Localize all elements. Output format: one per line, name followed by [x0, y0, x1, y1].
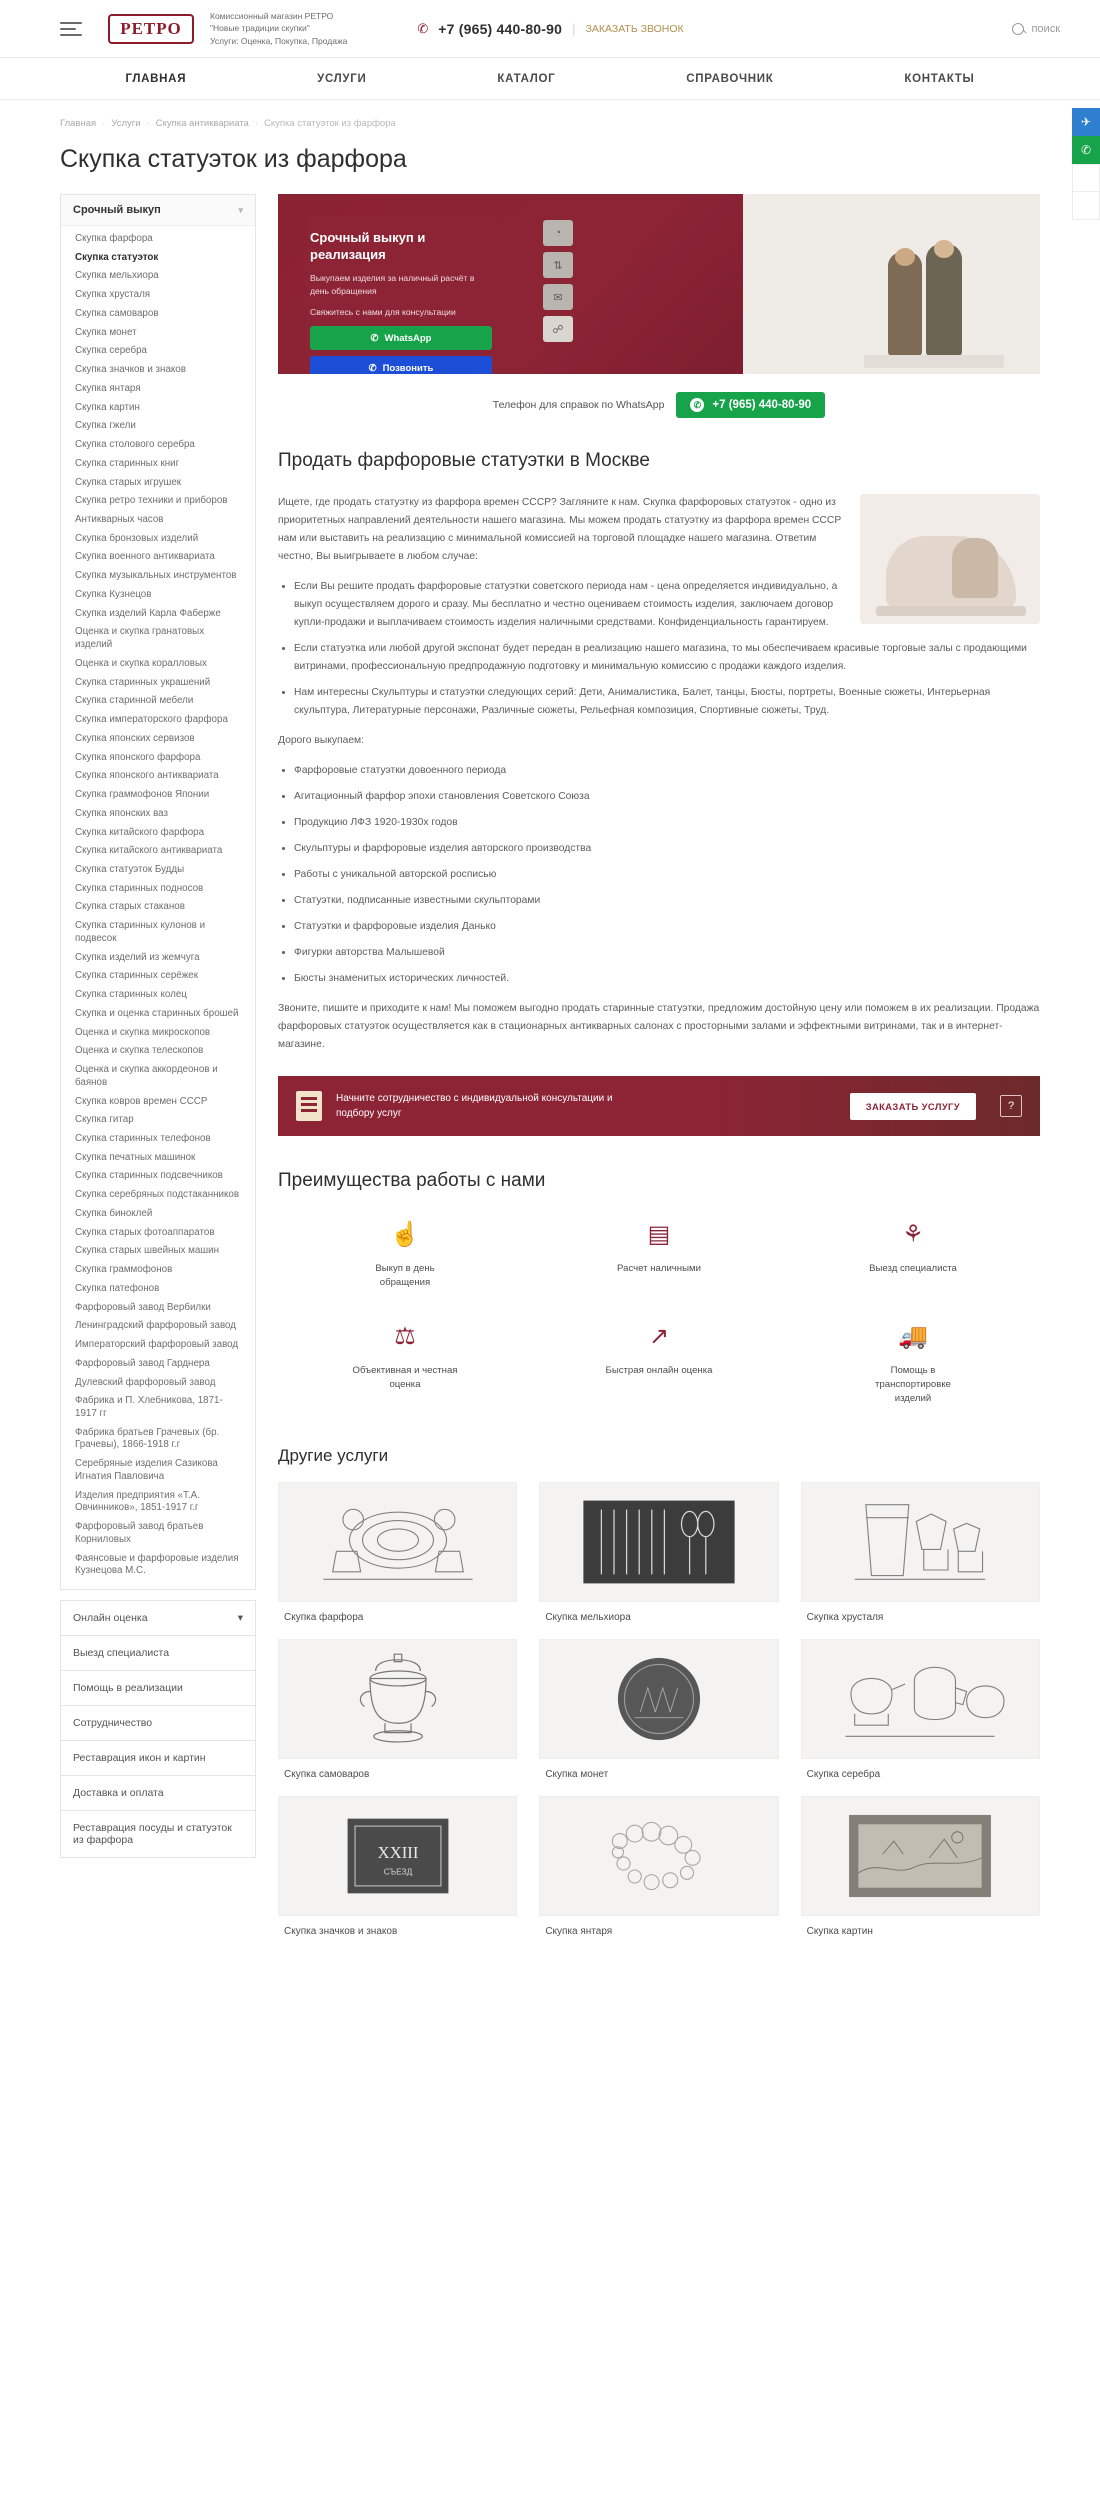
- article-list-2: [278, 762, 1040, 988]
- search-icon: [1012, 23, 1024, 35]
- main-column: [278, 194, 1040, 1937]
- sidebar-item-57[interactable]: Императорский фарфоровый завод: [75, 1339, 239, 1351]
- sidebar-item-39[interactable]: Скупка старинных колец: [75, 989, 187, 1001]
- whatsapp-phone-button[interactable]: [676, 392, 825, 418]
- service-card-caption: Скупка самоваров: [284, 1768, 370, 1780]
- service-card-caption: Скупка фарфора: [284, 1611, 364, 1623]
- sidebar-item-0[interactable]: Скупка фарфора: [75, 233, 153, 244]
- article-image: [860, 494, 1040, 624]
- hero-call-button[interactable]: [310, 356, 492, 374]
- article-bullet-b-6: • Статуэтки и фарфоровые изделия Данько: [294, 918, 1040, 936]
- article-bullet-b-3: • Скульптуры и фарфоровые изделия авторского производства: [294, 840, 1040, 858]
- sidebar: [60, 194, 256, 1858]
- sidebar-item-13[interactable]: Скупка старых игрушек: [75, 476, 182, 488]
- sidebar-item-16[interactable]: Скупка бронзовых изделий: [75, 532, 199, 544]
- service-card-7[interactable]: [539, 1796, 778, 1937]
- breadcrumb-sep: ·: [102, 118, 106, 129]
- sidebar-item-31[interactable]: Скупка китайского фарфора: [75, 826, 205, 838]
- sidebar-item-17[interactable]: Скупка военного антиквариата: [75, 551, 215, 563]
- document-icon: [296, 1091, 322, 1121]
- main-nav: [0, 58, 1100, 100]
- advantage-label: Выкуп в день обращения: [375, 1263, 435, 1289]
- article-bullet-a-1: • Если статуэтка или любой другой экспонат будет передан в реализацию нашего магазина, то мы обеспечиваем красивые торговые залы с продающими витринами, профессиональную предпродажную подготовку и минимальную комиссию с продажи каждого изделия.: [294, 640, 1040, 676]
- breadcrumb-item-2[interactable]: Скупка антиквариата: [155, 118, 249, 129]
- sidebar-link-6[interactable]: [60, 1811, 256, 1858]
- cash-calc-icon: ▤: [647, 1221, 671, 1249]
- service-card-3[interactable]: [278, 1639, 517, 1780]
- article-bullet-b-1: • Агитационный фарфор эпохи становления Советского Союза: [294, 788, 1040, 806]
- service-card-image: [278, 1796, 517, 1916]
- sidebar-item-28[interactable]: Скупка японского антиквариата: [75, 770, 219, 782]
- figurine-a: [888, 252, 922, 356]
- sidebar-item-52[interactable]: Скупка старых швейных машин: [75, 1245, 220, 1257]
- sidebar-item-3[interactable]: Скупка хрусталя: [75, 289, 151, 301]
- sidebar-link-1[interactable]: [60, 1636, 256, 1671]
- breadcrumb-item-0[interactable]: Главная: [60, 118, 97, 129]
- sidebar-item-61[interactable]: Фабрика братьев Грачевых (бр. Грачевы), 1866-1918 г.г: [75, 1426, 220, 1451]
- sidebar-item-35[interactable]: Скупка старых стаканов: [75, 901, 185, 913]
- breadcrumb: [0, 100, 1100, 129]
- hero-whatsapp-label: WhatsApp: [384, 332, 432, 344]
- sidebar-item-44[interactable]: Скупка ковров времен СССР: [75, 1095, 208, 1107]
- hero-card: [306, 216, 496, 374]
- content-area: [0, 194, 1100, 1977]
- sidebar-item-46[interactable]: Скупка старинных телефонов: [75, 1132, 211, 1144]
- advantages-grid: [278, 1218, 1040, 1406]
- breadcrumb-item-1[interactable]: Услуги: [111, 118, 141, 129]
- hero-call-label: Позвонить: [382, 362, 434, 374]
- sidebar-item-18[interactable]: Скупка музыкальных инструментов: [75, 570, 237, 582]
- other-services-title: Другие услуги: [278, 1445, 389, 1465]
- sidebar-link-label: Помощь в реализации: [73, 1682, 183, 1695]
- svg-text:СЪЕЗД: СЪЕЗД: [383, 1866, 412, 1877]
- help-icon[interactable]: ?: [1000, 1095, 1022, 1117]
- scales-icon: ⚖: [394, 1323, 416, 1351]
- sidebar-item-43[interactable]: Оценка и скупка аккордеонов и баянов: [75, 1064, 218, 1088]
- clock-icon: ◔: [543, 220, 573, 246]
- advantage-item-2: [786, 1218, 1040, 1290]
- specialist-visit-icon: ⚘: [902, 1221, 924, 1249]
- sidebar-links: [60, 1600, 256, 1858]
- service-card-5[interactable]: [801, 1639, 1040, 1780]
- advantage-label: Расчет наличными: [617, 1263, 701, 1275]
- sidebar-item-45[interactable]: Скупка гитар: [75, 1114, 134, 1126]
- service-card-6[interactable]: [278, 1796, 517, 1937]
- hero-text-2: Свяжитесь с нами для консультации: [310, 306, 456, 317]
- whatsapp-bar-label: Телефон для справок по WhatsApp: [492, 399, 665, 411]
- article-lead-2: Дорого выкупаем:: [278, 735, 364, 747]
- sidebar-link-label: Сотрудничество: [73, 1717, 153, 1730]
- breadcrumb-sep: ·: [254, 118, 258, 129]
- phone-icon: ✆: [417, 20, 429, 36]
- sidebar-item-10[interactable]: Скупка гжели: [75, 420, 136, 432]
- sidebar-item-53[interactable]: Скупка граммофонов: [75, 1264, 173, 1276]
- service-card-caption: Скупка картин: [806, 1925, 873, 1937]
- page-title: Скупка статуэток из фарфора: [60, 145, 407, 173]
- chart-up-icon: ↗: [648, 1323, 670, 1351]
- nav-item-catalog[interactable]: КАТАЛОГ: [497, 72, 556, 85]
- social-float-bar: [1072, 108, 1100, 220]
- sidebar-item-23[interactable]: Скупка старинных украшений: [75, 676, 211, 688]
- advantages-title: Преимущества работы с нами: [278, 1170, 546, 1192]
- divider: |: [572, 21, 576, 36]
- advantage-item-1: [532, 1218, 786, 1290]
- sidebar-item-49[interactable]: Скупка серебряных подстаканников: [75, 1189, 240, 1201]
- hero-right-image: [743, 194, 1040, 374]
- article-bullet-b-5: • Статуэтки, подписанные известными скульпторами: [294, 892, 1040, 910]
- sidebar-item-1[interactable]: Скупка статуэток: [75, 251, 159, 263]
- sidebar-link-4[interactable]: [60, 1741, 256, 1776]
- figurine-sculpture-2: [952, 538, 998, 598]
- chevron-down-icon: ▾: [237, 1612, 243, 1625]
- sidebar-item-19[interactable]: Скупка Кузнецов: [75, 588, 152, 600]
- sidebar-item-20[interactable]: Скупка изделий Карла Фаберже: [75, 607, 221, 619]
- nav-item-contacts[interactable]: КОНТАКТЫ: [904, 72, 975, 85]
- sidebar-item-24[interactable]: Скупка старинной мебели: [75, 695, 194, 707]
- sidebar-link-0[interactable]: [60, 1600, 256, 1636]
- figurine-base: [876, 606, 1026, 616]
- cta-text: Начните сотрудничество с индивидуальной консультации и подбору услуг: [336, 1093, 613, 1120]
- hero-icon-strip: [543, 220, 577, 348]
- sidebar-item-34[interactable]: Скупка старинных подносов: [75, 882, 204, 894]
- sidebar-item-25[interactable]: Скупка императорского фарфора: [75, 714, 228, 726]
- sidebar-item-36[interactable]: Скупка старинных кулонов и подвесок: [75, 920, 206, 944]
- nav-item-reference[interactable]: СПРАВОЧНИК: [686, 72, 774, 85]
- sidebar-item-51[interactable]: Скупка старых фотоаппаратов: [75, 1226, 215, 1238]
- logo-line-2: "Новые традиции скупки": [210, 23, 310, 34]
- sidebar-link-label: Доставка и оплата: [73, 1787, 164, 1800]
- sidebar-item-59[interactable]: Дулевский фарфоровый завод: [75, 1376, 216, 1388]
- sidebar-item-63[interactable]: Изделия предприятия «Т.А. Овчинников», 1851-1917 г.г: [75, 1489, 200, 1514]
- article-bullet-b-7: • Фигурки авторства Малышевой: [294, 944, 1040, 962]
- porcelain-figurines-image: [860, 228, 1010, 368]
- sidebar-item-22[interactable]: Оценка и скупка коралловых: [75, 657, 207, 669]
- nav-item-home[interactable]: ГЛАВНАЯ: [125, 72, 187, 85]
- sidebar-item-56[interactable]: Ленинградский фарфоровый завод: [75, 1320, 236, 1332]
- figurine-b: [926, 244, 962, 356]
- sidebar-item-62[interactable]: Серебряные изделия Сазикова Игнатия Павловича: [75, 1458, 218, 1482]
- whatsapp-icon: ✆: [690, 398, 704, 412]
- service-card-image: [539, 1639, 778, 1759]
- mail-icon: ✉: [543, 284, 573, 310]
- money-hand-icon: ☝: [390, 1221, 420, 1249]
- sidebar-link-2[interactable]: [60, 1671, 256, 1706]
- sidebar-item-2[interactable]: Скупка мельхиора: [75, 270, 159, 282]
- callback-link[interactable]: ЗАКАЗАТЬ ЗВОНОК: [585, 22, 684, 35]
- service-card-image: [801, 1639, 1040, 1759]
- advantage-label: Выезд специалиста: [869, 1263, 957, 1275]
- header-phone-block: [417, 21, 683, 37]
- sidebar-item-38[interactable]: Скупка старинных серёжек: [75, 970, 199, 982]
- logo-line-1: Комиссионный магазин РЕТРО: [210, 11, 334, 22]
- article-paragraph-1: Ищете, где продать статуэтку из фарфора времен СССР? Загляните к нам. Скупка фарфоровых статуэток - одно из приоритетных направлений деятельности нашего магазина. Мы можем продать статуэтку из фарфора времен СССР нам или выставить на реализацию с минимальной комиссией на торговой площадке нашего магазина. Ответим честно, Вы выигрываете в любом случае:: [278, 497, 842, 563]
- service-card-image: [539, 1796, 778, 1916]
- sidebar-link-label: Реставрация посуды и статуэток из фарфора: [73, 1822, 232, 1847]
- article-bullet-b-0: • Фарфоровые статуэтки довоенного периода: [294, 762, 1040, 780]
- logo-tagline: [210, 10, 347, 47]
- nav-item-services[interactable]: УСЛУГИ: [317, 72, 367, 85]
- sidebar-item-29[interactable]: Скупка граммофонов Японии: [75, 789, 210, 801]
- sidebar-item-21[interactable]: Оценка и скупка гранатовых изделий: [75, 626, 205, 651]
- advantage-item-3: [278, 1320, 532, 1406]
- article-bullet-a-0: • Если Вы решите продать фарфоровые статуэтки советского периода нам - цена определяется индивидуально, а выкуп осуществляем дорого и сразу. Мы бесплатно и честно оцениваем стоимость изделия, заключаем договор купли-продажи и выплачиваем стоимость изделия наличными средствами. Конфиденциальность гарантируем.: [294, 578, 1040, 632]
- sidebar-category-block: [60, 194, 256, 1590]
- sidebar-item-4[interactable]: Скупка самоваров: [75, 307, 159, 319]
- sidebar-item-42[interactable]: Оценка и скупка телескопов: [75, 1045, 204, 1057]
- advantage-item-0: [278, 1218, 532, 1290]
- sidebar-item-33[interactable]: Скупка статуэток Будды: [75, 863, 185, 875]
- sidebar-link-5[interactable]: [60, 1776, 256, 1811]
- sidebar-item-14[interactable]: Скупка ретро техники и приборов: [75, 495, 228, 507]
- advantage-item-4: [532, 1320, 786, 1406]
- truck-icon: 🚚: [898, 1323, 928, 1351]
- sidebar-item-41[interactable]: Оценка и скупка микроскопов: [75, 1026, 211, 1038]
- breadcrumb-sep: ·: [146, 118, 150, 129]
- service-card-0[interactable]: [278, 1482, 517, 1623]
- service-card-caption: Скупка янтаря: [545, 1925, 613, 1937]
- advantage-label: Помощь в транспортировке изделий: [875, 1365, 951, 1404]
- advantage-label: Быстрая онлайн оценка: [605, 1365, 713, 1377]
- sidebar-item-58[interactable]: Фарфоровый завод Гарднера: [75, 1357, 210, 1369]
- sidebar-item-30[interactable]: Скупка японских ваз: [75, 807, 169, 819]
- article-paragraph-final: Звоните, пишите и приходите к нам! Мы поможем выгодно продать старинные статуэтки, предложим достойную цену или поможем в их реализации. Продажа фарфоровых статуэток осуществляется как в стационарных антикварных салонах с просторными залами и эффектными витринами, так и в интернет-магазине.: [278, 1003, 1040, 1051]
- phone-icon: ✆: [368, 362, 377, 374]
- breadcrumb-item-current: Скупка статуэток из фарфора: [263, 118, 396, 129]
- whatsapp-bar: [278, 374, 1040, 444]
- service-card-image: [801, 1796, 1040, 1916]
- menu-burger-icon[interactable]: [60, 22, 82, 36]
- order-service-button[interactable]: ЗАКАЗАТЬ УСЛУГУ: [850, 1093, 976, 1120]
- article-bullet-a-2: • Нам интересны Скульптуры и статуэтки следующих серий: Дети, Анималистика, Балет, танцы, Бюсты, портреты, Военные сюжеты, Интерьерная скульптура, Литературные персонажи, Различные сюжеты, Рельефная композиция, Спортивные сюжеты, Труд.: [294, 684, 1040, 720]
- service-card-caption: Скупка хрусталя: [806, 1611, 884, 1623]
- sidebar-item-11[interactable]: Скупка столового серебра: [75, 439, 195, 451]
- sidebar-link-label: Онлайн оценка: [73, 1612, 148, 1625]
- sidebar-item-37[interactable]: Скупка изделий из жемчуга: [75, 951, 200, 963]
- hero-left-panel: [278, 194, 743, 374]
- header: [0, 0, 1100, 58]
- sidebar-item-50[interactable]: Скупка биноклей: [75, 1207, 153, 1219]
- sidebar-item-15[interactable]: Антикварных часов: [75, 514, 164, 526]
- sidebar-link-label: Реставрация икон и картин: [73, 1752, 206, 1765]
- sidebar-item-27[interactable]: Скупка японского фарфора: [75, 751, 201, 763]
- service-card-image: [801, 1482, 1040, 1602]
- sidebar-item-9[interactable]: Скупка картин: [75, 401, 140, 413]
- sidebar-item-64[interactable]: Фарфоровый завод братьев Корниловых: [75, 1521, 204, 1545]
- service-card-4[interactable]: [539, 1639, 778, 1780]
- sidebar-item-55[interactable]: Фарфоровый завод Вербилки: [75, 1301, 211, 1313]
- cta-banner: [278, 1076, 1040, 1136]
- header-phone-number[interactable]: +7 (965) 440-80-90: [438, 20, 563, 37]
- article-heading: Продать фарфоровые статуэтки в Москве: [278, 450, 650, 471]
- article-body: [278, 494, 1040, 1054]
- service-card-image: [278, 1482, 517, 1602]
- advantage-label: Объективная и честная оценка: [352, 1365, 458, 1391]
- sidebar-item-54[interactable]: Скупка патефонов: [75, 1282, 160, 1294]
- sidebar-item-5[interactable]: Скупка монет: [75, 326, 137, 338]
- article-bullet-b-2: • Продукцию ЛФЗ 1920-1930х годов: [294, 814, 1040, 832]
- service-card-1[interactable]: [539, 1482, 778, 1623]
- sidebar-category-title: Срочный выкуп: [73, 204, 161, 216]
- service-card-caption: Скупка монет: [545, 1768, 609, 1780]
- sidebar-link-label: Выезд специалиста: [73, 1647, 170, 1660]
- hero-banner: [278, 194, 1040, 374]
- mail-icon[interactable]: ✉: [1072, 164, 1100, 192]
- sidebar-item-12[interactable]: Скупка старинных книг: [75, 457, 180, 469]
- svg-text:XXIII: XXIII: [377, 1842, 419, 1862]
- location-icon[interactable]: ⚲: [1072, 192, 1100, 220]
- sidebar-item-60[interactable]: Фабрика и П. Хлебникова, 1871-1917 гг: [75, 1395, 223, 1419]
- chevron-down-icon: ▾: [238, 204, 243, 215]
- sidebar-item-7[interactable]: Скупка значков и знаков: [75, 364, 186, 376]
- article-bullet-b-4: • Работы с уникальной авторской росписью: [294, 866, 1040, 884]
- hero-text-1: Выкупаем изделия за наличный расчёт в день обращения: [310, 272, 475, 296]
- figurine-base: [864, 355, 1004, 368]
- article-bullet-b-8: • Бюсты знаменитых исторических личностей.: [294, 970, 1040, 988]
- service-card-2[interactable]: [801, 1482, 1040, 1623]
- sidebar-item-26[interactable]: Скупка японских сервизов: [75, 732, 195, 744]
- handshake-icon: ☍: [543, 316, 573, 342]
- search-label: поиск: [1031, 22, 1060, 35]
- telegram-icon[interactable]: ✈: [1072, 108, 1100, 136]
- sidebar-link-3[interactable]: [60, 1706, 256, 1741]
- logo-mark: РЕТРО: [108, 14, 194, 44]
- logo[interactable]: [108, 14, 194, 44]
- services-card-grid: [278, 1482, 1040, 1937]
- search-box[interactable]: [1012, 23, 1060, 35]
- sidebar-category-header[interactable]: [61, 195, 255, 226]
- exchange-icon: ⇅: [543, 252, 573, 278]
- sidebar-item-8[interactable]: Скупка янтаря: [75, 382, 141, 394]
- service-card-image: [278, 1639, 517, 1759]
- whatsapp-phone-label: +7 (965) 440-80-90: [712, 399, 812, 411]
- whatsapp-icon[interactable]: ✆: [1072, 136, 1100, 164]
- advantage-item-5: [786, 1320, 1040, 1406]
- sidebar-item-47[interactable]: Скупка печатных машинок: [75, 1151, 196, 1163]
- service-card-caption: Скупка серебра: [806, 1768, 881, 1780]
- sidebar-item-40[interactable]: Скупка и оценка старинных брошей: [75, 1007, 239, 1019]
- logo-line-3: Услуги: Оценка, Покупка, Продажа: [210, 35, 348, 46]
- sidebar-item-48[interactable]: Скупка старинных подсвечников: [75, 1170, 223, 1182]
- sidebar-item-32[interactable]: Скупка китайского антиквариата: [75, 845, 223, 857]
- service-card-image: [539, 1482, 778, 1602]
- sidebar-item-65[interactable]: Фаянсовые и фарфоровые изделия Кузнецова М.С.: [75, 1552, 239, 1577]
- hero-title: Срочный выкуп и реализация: [310, 230, 426, 262]
- service-card-caption: Скупка значков и знаков: [284, 1925, 398, 1937]
- service-card-caption: Скупка мельхиора: [545, 1611, 631, 1623]
- hero-whatsapp-button[interactable]: [310, 326, 492, 350]
- sidebar-list: [61, 226, 255, 1589]
- whatsapp-icon: ✆: [370, 332, 379, 344]
- sidebar-item-6[interactable]: Скупка серебра: [75, 345, 147, 357]
- service-card-8[interactable]: [801, 1796, 1040, 1937]
